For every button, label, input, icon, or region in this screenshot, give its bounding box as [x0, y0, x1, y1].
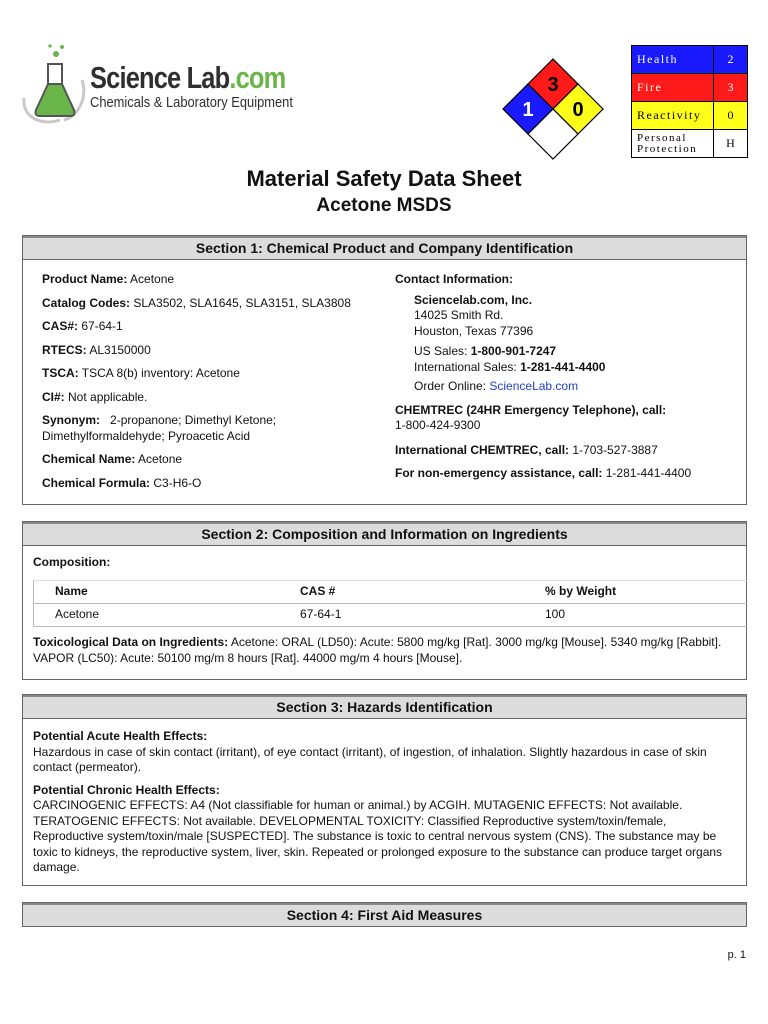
- hazard-row-fire: [632, 74, 748, 102]
- section-heading: Section 4: First Aid Measures: [23, 903, 746, 927]
- intl-chemtrec: International CHEMTREC, call: 1-703-527-3887: [395, 442, 658, 457]
- chronic-effects-text: CARCINOGENIC EFFECTS: A4 (Not classifiable for human or animal.) by ACGIH. MUTAGENIC EFFECTS: Not available. TERATOGENIC EFFECTS: Not available. DEVELOPMENTAL TOXICITY: Classified Reproductive system/toxin/female, Reproductive system/toxin/male [SUSPECTED]. The substance is toxic to central nervous system (CNS). The substance may be toxic to kidneys, the reproductive system, liver, skin. Repeated or prolonged exposure to the substance can produce target organs damage.: [33, 798, 723, 874]
- section-2: [22, 521, 747, 680]
- column-header: CAS #: [300, 583, 336, 598]
- non-emergency: For non-emergency assistance, call: 1-281-441-4400: [395, 466, 692, 480]
- product-fields: [42, 272, 382, 499]
- field-product-name: Product Name: Acetone: [42, 272, 175, 286]
- acute-effects-label: Potential Acute Health Effects:: [33, 729, 208, 743]
- chemtrec-label: CHEMTREC (24HR Emergency Telephone), call:: [395, 402, 667, 417]
- hazard-label: Personal Protection: [632, 130, 714, 158]
- page-number: p. 1: [727, 949, 746, 961]
- section-heading: Section 2: Composition and Information on Ingredients: [23, 522, 746, 546]
- hazard-value: 0: [714, 102, 748, 130]
- field-ci: CI#: Not applicable.: [42, 389, 148, 404]
- company-street: 14025 Smith Rd.: [414, 308, 504, 322]
- nfpa-diamond: [498, 57, 608, 161]
- acute-effects-text: Hazardous in case of skin contact (irritant), of eye contact (irritant), of ingestion, of inhalation. Slightly hazardous in case of skin contact (permeator).: [33, 744, 707, 774]
- hazard-value: 3: [714, 74, 748, 102]
- field-catalog-codes: Catalog Codes: SLA3502, SLA1645, SLA3151, SLA3808: [42, 295, 351, 310]
- section-body: [23, 546, 746, 679]
- section-body: [23, 719, 746, 876]
- field-chemical-name: Chemical Name: Acetone: [42, 452, 183, 466]
- flask-icon: [20, 40, 90, 130]
- company-name: Sciencelab.com, Inc.: [414, 292, 533, 307]
- section-heading: Section 1: Chemical Product and Company Identification: [23, 236, 746, 260]
- section-1: [22, 235, 747, 505]
- hazard-label: Fire: [632, 74, 714, 102]
- table-cell: Acetone: [33, 603, 278, 626]
- document-subtitle: Acetone MSDS: [316, 195, 452, 216]
- table-row: [33, 603, 747, 626]
- us-sales: US Sales: 1-800-901-7247: [414, 344, 557, 358]
- contact-info: [395, 272, 745, 482]
- column-header: Name: [55, 583, 88, 598]
- field-rtecs: RTECS: AL3150000: [42, 342, 151, 357]
- document-title: Material Safety Data Sheet: [246, 166, 522, 191]
- field-tsca: TSCA: TSCA 8(b) inventory: Acetone: [42, 366, 240, 380]
- nfpa-health-value: 1: [522, 99, 534, 121]
- section-4: [22, 902, 747, 927]
- section-3: [22, 694, 747, 886]
- order-online: Order Online: ScienceLab.com: [414, 379, 579, 393]
- field-synonym: Synonym: 2-propanone; Dimethyl Ketone; Dimethylformaldehyde; Pyroacetic Acid: [42, 413, 280, 443]
- hazard-value: 2: [714, 46, 748, 74]
- composition-table: [33, 580, 747, 627]
- hazard-rating-table: [631, 45, 748, 158]
- sciencelab-logo: [20, 40, 310, 130]
- hazard-row-health: [632, 46, 748, 74]
- sciencelab-link[interactable]: ScienceLab.com: [489, 379, 579, 393]
- company-city: Houston, Texas 77396: [414, 323, 534, 338]
- hazard-label: Reactivity: [632, 102, 714, 130]
- chronic-effects-label: Potential Chronic Health Effects:: [33, 782, 220, 797]
- composition-label: Composition:: [33, 555, 111, 569]
- field-cas: CAS#: 67-64-1: [42, 319, 123, 333]
- table-cell: 100: [523, 603, 747, 626]
- toxicological-data: Toxicological Data on Ingredients: Acetone: ORAL (LD50): Acute: 5800 mg/kg [Rat]. 3000 mg/kg [Mouse]. 5340 mg/kg [Rabbit]. VAPOR (LC50): Acute: 50100 mg/m 8 hours [Rat]. 44000 mg/m 4 hours [Mouse].: [33, 635, 722, 665]
- table-header: [33, 580, 747, 603]
- contact-label: Contact Information:: [395, 272, 513, 286]
- chemtrec-phone: 1-800-424-9300: [395, 418, 481, 432]
- logo-brand: Science Lab.com: [90, 60, 286, 95]
- section-heading: Section 3: Hazards Identification: [23, 695, 746, 719]
- field-chemical-formula: Chemical Formula: C3-H6-O: [42, 475, 202, 490]
- hazard-row-reactivity: [632, 102, 748, 130]
- nfpa-fire-value: 3: [547, 74, 559, 96]
- hazard-value: H: [714, 130, 748, 158]
- intl-sales: International Sales: 1-281-441-4400: [414, 359, 606, 374]
- logo-tagline: Chemicals & Laboratory Equipment: [90, 94, 293, 111]
- table-cell: 67-64-1: [278, 603, 523, 626]
- nfpa-reactivity-value: 0: [572, 99, 584, 121]
- hazard-row-personal-protection: [632, 130, 748, 158]
- column-header: % by Weight: [545, 583, 617, 598]
- hazard-label: Health: [632, 46, 714, 74]
